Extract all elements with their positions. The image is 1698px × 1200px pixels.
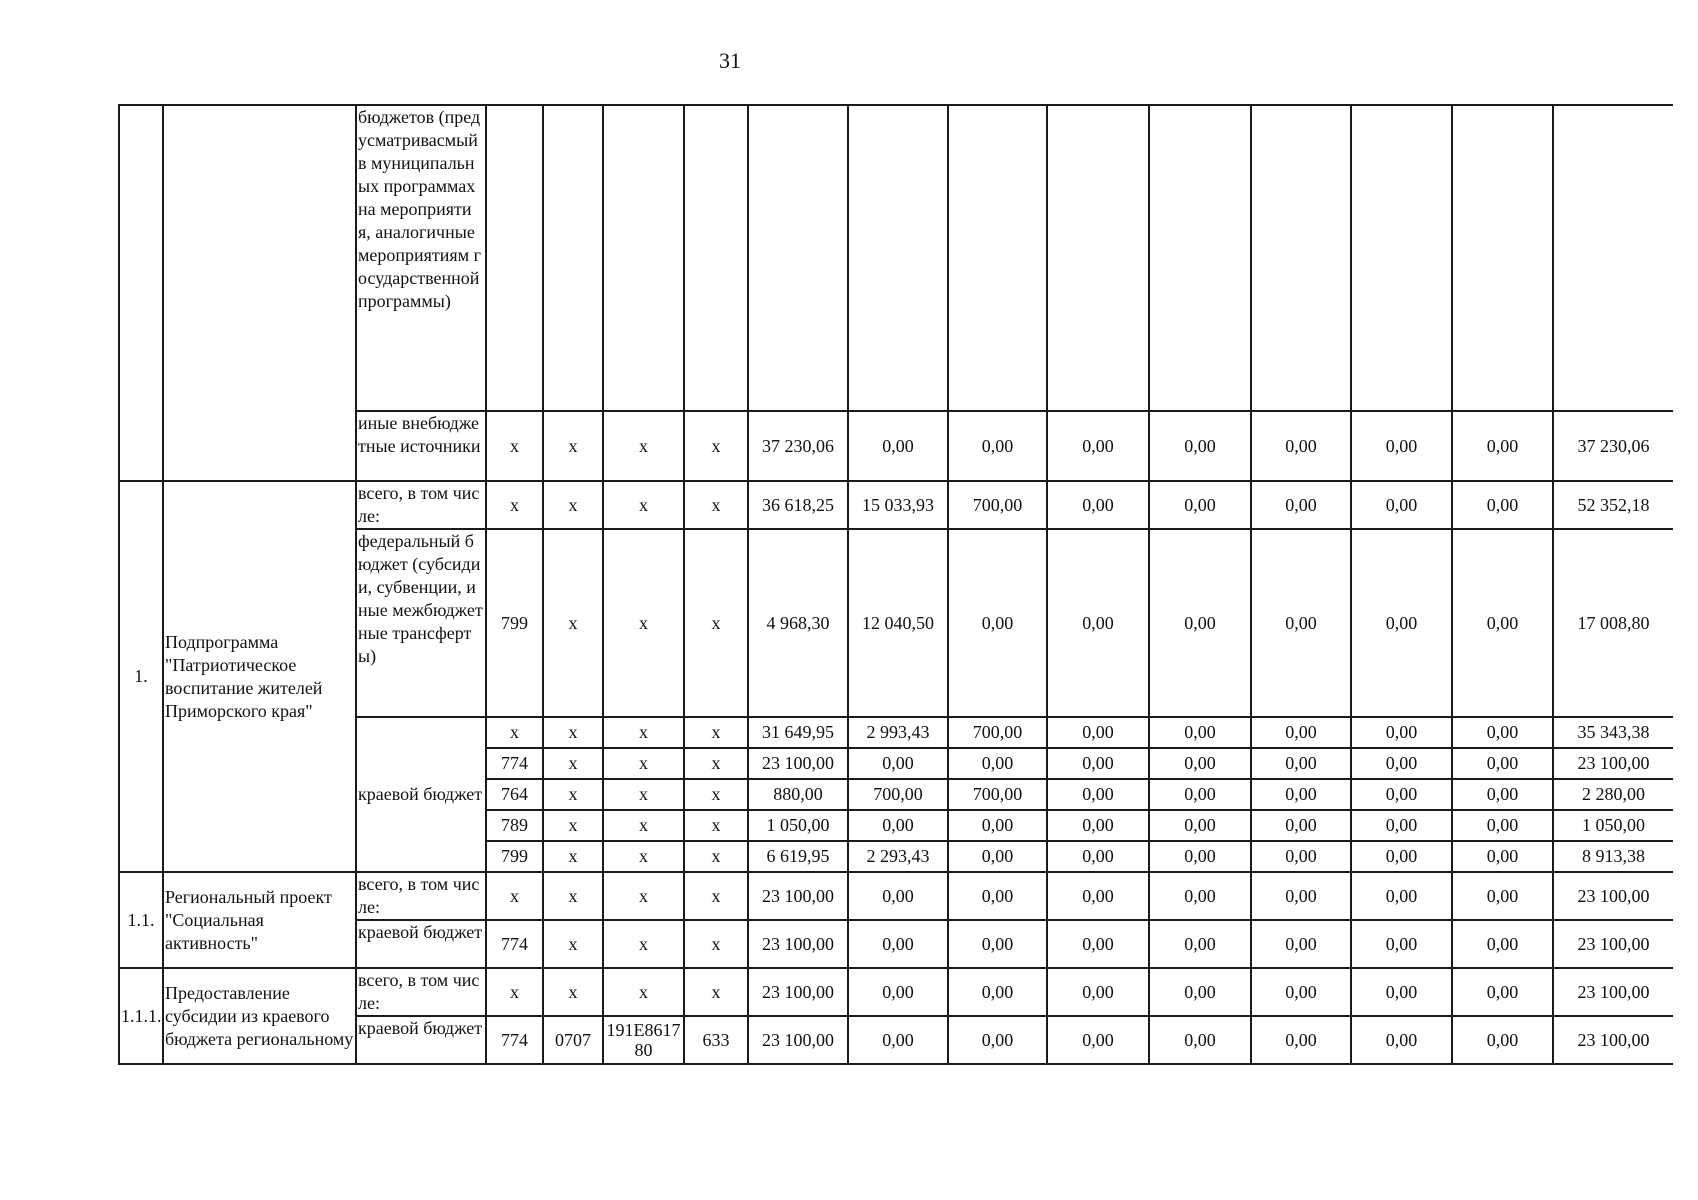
value-cell: 0,00 bbox=[848, 1016, 948, 1064]
row-number-cell: 1. bbox=[119, 481, 163, 872]
program-name-cell: Региональный проект "Социальная активность" bbox=[163, 872, 356, 968]
code-cell: x bbox=[543, 810, 603, 841]
code-cell: x bbox=[603, 481, 684, 529]
value-cell: 23 100,00 bbox=[748, 872, 848, 920]
code-cell: x bbox=[603, 779, 684, 810]
value-cell: 0,00 bbox=[848, 411, 948, 481]
code-cell: x bbox=[684, 810, 748, 841]
value-cell: 23 100,00 bbox=[748, 1016, 848, 1064]
value-cell: 0,00 bbox=[1251, 920, 1351, 968]
value-cell: 15 033,93 bbox=[848, 481, 948, 529]
value-cell: 0,00 bbox=[848, 748, 948, 779]
code-cell: 774 bbox=[486, 920, 543, 968]
code-cell: x bbox=[543, 529, 603, 717]
row-number-cell: 1.1.1. bbox=[119, 968, 163, 1064]
value-cell: 0,00 bbox=[1351, 411, 1452, 481]
value-cell: 0,00 bbox=[1452, 481, 1553, 529]
code-cell: x bbox=[684, 779, 748, 810]
value-cell: 0,00 bbox=[1149, 529, 1251, 717]
funding-source-cell: краевой бюджет bbox=[356, 920, 486, 968]
value-cell: 0,00 bbox=[948, 411, 1047, 481]
value-cell: 0,00 bbox=[848, 968, 948, 1016]
value-cell: 0,00 bbox=[948, 810, 1047, 841]
value-cell: 0,00 bbox=[1149, 779, 1251, 810]
code-cell bbox=[684, 105, 748, 411]
row-number-cell bbox=[119, 105, 163, 481]
value-cell: 0,00 bbox=[1452, 717, 1553, 748]
value-cell: 17 008,80 bbox=[1553, 529, 1673, 717]
code-cell: x bbox=[486, 968, 543, 1016]
value-cell: 0,00 bbox=[1047, 411, 1149, 481]
value-cell: 0,00 bbox=[1251, 411, 1351, 481]
value-cell: 0,00 bbox=[1452, 748, 1553, 779]
value-cell: 0,00 bbox=[948, 748, 1047, 779]
value-cell: 2 293,43 bbox=[848, 841, 948, 872]
row-number-cell: 1.1. bbox=[119, 872, 163, 968]
value-cell: 0,00 bbox=[1452, 1016, 1553, 1064]
value-cell: 36 618,25 bbox=[748, 481, 848, 529]
program-name-cell: Подпрограмма "Патриотическое воспитание жителей Приморского края" bbox=[163, 481, 356, 872]
value-cell: 0,00 bbox=[1047, 920, 1149, 968]
value-cell: 37 230,06 bbox=[748, 411, 848, 481]
code-cell: 191E861780 bbox=[603, 1016, 684, 1064]
value-cell: 8 913,38 bbox=[1553, 841, 1673, 872]
funding-source-cell: всего, в том числе: bbox=[356, 481, 486, 529]
code-cell: x bbox=[543, 841, 603, 872]
value-cell: 2 993,43 bbox=[848, 717, 948, 748]
code-cell: x bbox=[543, 968, 603, 1016]
code-cell: x bbox=[684, 748, 748, 779]
code-cell: x bbox=[603, 529, 684, 717]
funding-source-cell: иные внебюджетные источники bbox=[356, 411, 486, 481]
value-cell: 0,00 bbox=[1251, 529, 1351, 717]
value-cell: 0,00 bbox=[1452, 968, 1553, 1016]
code-cell: x bbox=[543, 717, 603, 748]
value-cell: 0,00 bbox=[1351, 529, 1452, 717]
value-cell: 0,00 bbox=[1452, 920, 1553, 968]
value-cell: 23 100,00 bbox=[748, 748, 848, 779]
value-cell: 0,00 bbox=[848, 810, 948, 841]
value-cell: 4 968,30 bbox=[748, 529, 848, 717]
code-cell: x bbox=[684, 841, 748, 872]
code-cell: x bbox=[603, 872, 684, 920]
code-cell: 0707 bbox=[543, 1016, 603, 1064]
value-cell: 0,00 bbox=[1452, 411, 1553, 481]
value-cell: 0,00 bbox=[1351, 920, 1452, 968]
code-cell bbox=[486, 105, 543, 411]
table-row bbox=[119, 968, 1673, 1016]
value-cell: 1 050,00 bbox=[1553, 810, 1673, 841]
value-cell: 0,00 bbox=[948, 841, 1047, 872]
value-cell: 0,00 bbox=[1047, 481, 1149, 529]
value-cell: 31 649,95 bbox=[748, 717, 848, 748]
value-cell bbox=[1047, 105, 1149, 411]
value-cell: 23 100,00 bbox=[1553, 748, 1673, 779]
code-cell: x bbox=[603, 920, 684, 968]
code-cell: x bbox=[543, 779, 603, 810]
value-cell bbox=[1251, 105, 1351, 411]
code-cell: x bbox=[684, 411, 748, 481]
value-cell: 0,00 bbox=[1351, 748, 1452, 779]
value-cell: 0,00 bbox=[1251, 968, 1351, 1016]
value-cell: 0,00 bbox=[1047, 748, 1149, 779]
value-cell: 0,00 bbox=[1047, 1016, 1149, 1064]
code-cell: x bbox=[684, 529, 748, 717]
value-cell: 0,00 bbox=[1452, 779, 1553, 810]
value-cell: 0,00 bbox=[1251, 748, 1351, 779]
value-cell: 0,00 bbox=[1149, 841, 1251, 872]
value-cell: 0,00 bbox=[1351, 968, 1452, 1016]
program-name-cell bbox=[163, 105, 356, 481]
value-cell: 880,00 bbox=[748, 779, 848, 810]
value-cell bbox=[1553, 105, 1673, 411]
value-cell: 700,00 bbox=[948, 779, 1047, 810]
value-cell: 0,00 bbox=[1452, 841, 1553, 872]
value-cell: 0,00 bbox=[1047, 529, 1149, 717]
value-cell: 0,00 bbox=[1251, 717, 1351, 748]
value-cell bbox=[1452, 105, 1553, 411]
value-cell bbox=[848, 105, 948, 411]
funding-source-cell: краевой бюджет bbox=[356, 717, 486, 872]
code-cell: x bbox=[543, 872, 603, 920]
code-cell: x bbox=[603, 810, 684, 841]
value-cell: 0,00 bbox=[1251, 872, 1351, 920]
value-cell: 0,00 bbox=[1047, 717, 1149, 748]
code-cell: 774 bbox=[486, 748, 543, 779]
value-cell: 12 040,50 bbox=[848, 529, 948, 717]
value-cell: 0,00 bbox=[1251, 1016, 1351, 1064]
value-cell: 52 352,18 bbox=[1553, 481, 1673, 529]
code-cell: x bbox=[603, 717, 684, 748]
value-cell: 0,00 bbox=[1149, 810, 1251, 841]
value-cell: 0,00 bbox=[1047, 872, 1149, 920]
code-cell: x bbox=[603, 968, 684, 1016]
value-cell: 37 230,06 bbox=[1553, 411, 1673, 481]
value-cell: 0,00 bbox=[1452, 529, 1553, 717]
value-cell: 0,00 bbox=[1452, 810, 1553, 841]
value-cell: 0,00 bbox=[1452, 872, 1553, 920]
value-cell: 0,00 bbox=[1047, 810, 1149, 841]
budget-table bbox=[118, 104, 1673, 1065]
value-cell: 0,00 bbox=[948, 872, 1047, 920]
value-cell bbox=[948, 105, 1047, 411]
value-cell: 0,00 bbox=[1149, 717, 1251, 748]
value-cell: 0,00 bbox=[1251, 779, 1351, 810]
value-cell: 23 100,00 bbox=[1553, 1016, 1673, 1064]
code-cell: x bbox=[543, 481, 603, 529]
value-cell: 0,00 bbox=[1047, 968, 1149, 1016]
code-cell: x bbox=[684, 481, 748, 529]
value-cell bbox=[748, 105, 848, 411]
code-cell: x bbox=[486, 717, 543, 748]
code-cell: 633 bbox=[684, 1016, 748, 1064]
value-cell: 0,00 bbox=[848, 920, 948, 968]
code-cell: x bbox=[486, 481, 543, 529]
code-cell: 774 bbox=[486, 1016, 543, 1064]
code-cell bbox=[603, 105, 684, 411]
value-cell: 700,00 bbox=[948, 481, 1047, 529]
value-cell: 23 100,00 bbox=[1553, 920, 1673, 968]
value-cell: 0,00 bbox=[1351, 810, 1452, 841]
value-cell: 0,00 bbox=[948, 968, 1047, 1016]
table-row bbox=[119, 105, 1673, 411]
value-cell: 0,00 bbox=[1149, 968, 1251, 1016]
value-cell: 23 100,00 bbox=[748, 920, 848, 968]
code-cell: x bbox=[684, 872, 748, 920]
funding-source-cell: всего, в том числе: bbox=[356, 968, 486, 1016]
table-row bbox=[119, 481, 1673, 529]
value-cell: 0,00 bbox=[948, 920, 1047, 968]
code-cell: 799 bbox=[486, 529, 543, 717]
code-cell: 764 bbox=[486, 779, 543, 810]
value-cell: 0,00 bbox=[1251, 481, 1351, 529]
code-cell: x bbox=[543, 748, 603, 779]
code-cell: x bbox=[543, 920, 603, 968]
code-cell: x bbox=[603, 748, 684, 779]
value-cell: 2 280,00 bbox=[1553, 779, 1673, 810]
value-cell: 6 619,95 bbox=[748, 841, 848, 872]
code-cell: x bbox=[684, 968, 748, 1016]
value-cell: 0,00 bbox=[1149, 481, 1251, 529]
value-cell: 23 100,00 bbox=[1553, 872, 1673, 920]
value-cell: 0,00 bbox=[1351, 841, 1452, 872]
value-cell: 0,00 bbox=[1251, 841, 1351, 872]
code-cell: x bbox=[684, 717, 748, 748]
value-cell: 23 100,00 bbox=[748, 968, 848, 1016]
value-cell: 0,00 bbox=[1149, 411, 1251, 481]
value-cell: 0,00 bbox=[1351, 481, 1452, 529]
code-cell: 789 bbox=[486, 810, 543, 841]
value-cell: 0,00 bbox=[1351, 872, 1452, 920]
value-cell: 0,00 bbox=[848, 872, 948, 920]
value-cell: 0,00 bbox=[1351, 779, 1452, 810]
code-cell: x bbox=[543, 411, 603, 481]
code-cell: x bbox=[486, 872, 543, 920]
value-cell: 0,00 bbox=[1149, 872, 1251, 920]
funding-source-cell: федеральный бюджет (субсидии, субвенции, иные межбюджетные трансферты) bbox=[356, 529, 486, 717]
value-cell: 0,00 bbox=[1251, 810, 1351, 841]
table-row bbox=[119, 872, 1673, 920]
value-cell: 700,00 bbox=[848, 779, 948, 810]
value-cell: 700,00 bbox=[948, 717, 1047, 748]
value-cell: 0,00 bbox=[948, 529, 1047, 717]
code-cell: x bbox=[486, 411, 543, 481]
code-cell bbox=[543, 105, 603, 411]
funding-source-cell: бюджетов (предусматривасмый в муниципальных программах на мероприятия, аналогичные мероприятиям государственной программы) bbox=[356, 105, 486, 411]
funding-source-cell: всего, в том числе: bbox=[356, 872, 486, 920]
value-cell: 23 100,00 bbox=[1553, 968, 1673, 1016]
value-cell: 0,00 bbox=[1047, 841, 1149, 872]
program-name-cell: Предоставление субсидии из краевого бюджета региональному bbox=[163, 968, 356, 1064]
funding-source-cell: краевой бюджет bbox=[356, 1016, 486, 1064]
value-cell: 0,00 bbox=[1047, 779, 1149, 810]
value-cell: 0,00 bbox=[1149, 1016, 1251, 1064]
value-cell: 35 343,38 bbox=[1553, 717, 1673, 748]
page-number: 31 bbox=[719, 48, 741, 73]
value-cell: 0,00 bbox=[1149, 748, 1251, 779]
code-cell: x bbox=[603, 411, 684, 481]
value-cell: 0,00 bbox=[1351, 717, 1452, 748]
value-cell bbox=[1149, 105, 1251, 411]
code-cell: x bbox=[684, 920, 748, 968]
code-cell: 799 bbox=[486, 841, 543, 872]
value-cell: 0,00 bbox=[1149, 920, 1251, 968]
value-cell: 0,00 bbox=[948, 1016, 1047, 1064]
value-cell: 0,00 bbox=[1351, 1016, 1452, 1064]
code-cell: x bbox=[603, 841, 684, 872]
value-cell bbox=[1351, 105, 1452, 411]
value-cell: 1 050,00 bbox=[748, 810, 848, 841]
